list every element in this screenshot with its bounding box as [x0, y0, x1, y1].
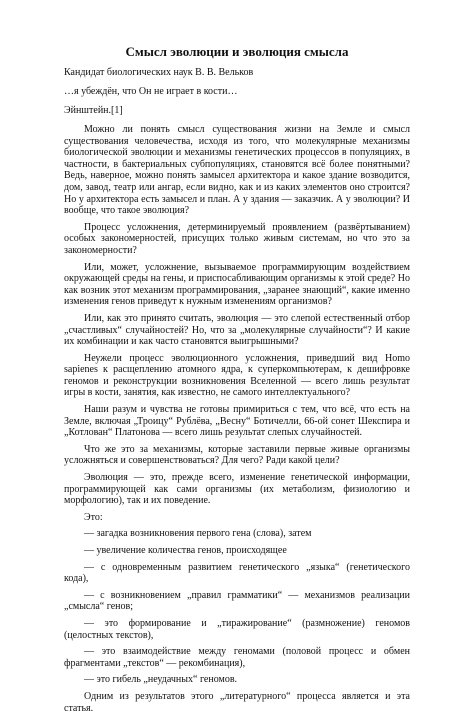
list-item: — увеличение количества генов, происходящее [84, 545, 287, 556]
list-item: — это формирование и „тиражирование“ (размножение) геномов (целостных текстов), [64, 617, 410, 641]
paragraph: Или, может, усложнение, вызываемое программирующим воздействием окружающей среды на гены, и приспосабливающим организмы к этой среде? Но как возник этот механизм программирования, „заранее знающий“, какие именно изменения генов приведут к нужным изменениям организмов? [64, 261, 410, 308]
list-item: — загадка возникновения первого гена (слова), затем [84, 528, 312, 540]
paragraph: Или, как это принято считать, эволюция — это слепой естественный отбор „счастливых“ случайностей? Но, что за „молекулярные случайности“? И какие их комбинации и как часто становятся выигрышными? [64, 312, 410, 348]
paragraph: Можно ли понять смысл существования жизни на Земле и смысл существования человечества, исходя из того, что молекулярные механизмы биологической эволюции и механизмы генетических процессов в популяциях, в частности, в бактериальных субпопуляциях, становятся всё более понятными? Ведь, наверное, можно понять замысел архитектора и какое здание возводится, дом, завод, театр или ангар, если видно, как и из каких элементов оно строится? Но у архитектора есть замысел и план. А у здания — заказчик. А у эволюции? И вообще, что такое эволюция? [64, 124, 410, 217]
paragraph: Неужели процесс эволюционного усложнения, приведший вид Homo sapienes к расщеплению атомного ядра, к суперкомпьютерам, к дешифровке геномов и реконструкции возникновения Вселенной — всего лишь результат игры в кости, занятия, как известно, не самого интеллектуального? [64, 352, 410, 399]
list-item: — это взаимодействие между геномами (половой процесс и обмен фрагментами „текстов“ — рекомбинация), [64, 646, 410, 669]
paragraph: Процесс усложнения, детерминируемый проявлением (развёртыванием) особых закономерностей, присущих только живым системам, но что это за закономерности? [64, 221, 410, 256]
list-item: — это гибель „неудачных“ геномов. [84, 674, 238, 686]
closing-paragraph: Одним из результатов этого „литературного“ процесса является и эта статья. [64, 690, 410, 714]
epigraph-source: Эйнштейн.[1] [64, 105, 123, 116]
paragraph: Что же это за механизмы, которые заставили первые живые организмы усложняться и совершенствоваться? Для чего? Ради какой цели? [64, 443, 410, 467]
author-line: Кандидат биологических наук В. В. Вельков [64, 67, 254, 78]
list-intro: Это: [84, 511, 103, 523]
paragraph: Наши разум и чувства не готовы примириться с тем, что всё, что есть на Земле, включая „Троицу“ Рублёва, „Весну“ Ботичелли, 66-ой сонет Шекспира и „Котлован“ Платонова — всего лишь результат слепых случайностей. [64, 404, 410, 439]
paragraph: Эволюция — это, прежде всего, изменение генетической информации, программирующей как сами организмы (их метаболизм, физиологию и морфологию), так и их поведение. [64, 472, 410, 507]
list-item: — с одновременным развитием генетического „языка“ (генетического кода), [64, 561, 410, 585]
document-title: Смысл эволюции и эволюция смысла [125, 44, 349, 59]
list-item: — с возникновением „правил грамматики“ — механизмов реализации „смысла“ генов; [64, 589, 410, 613]
epigraph: …я убеждён, что Он не играет в кости… [64, 86, 238, 97]
